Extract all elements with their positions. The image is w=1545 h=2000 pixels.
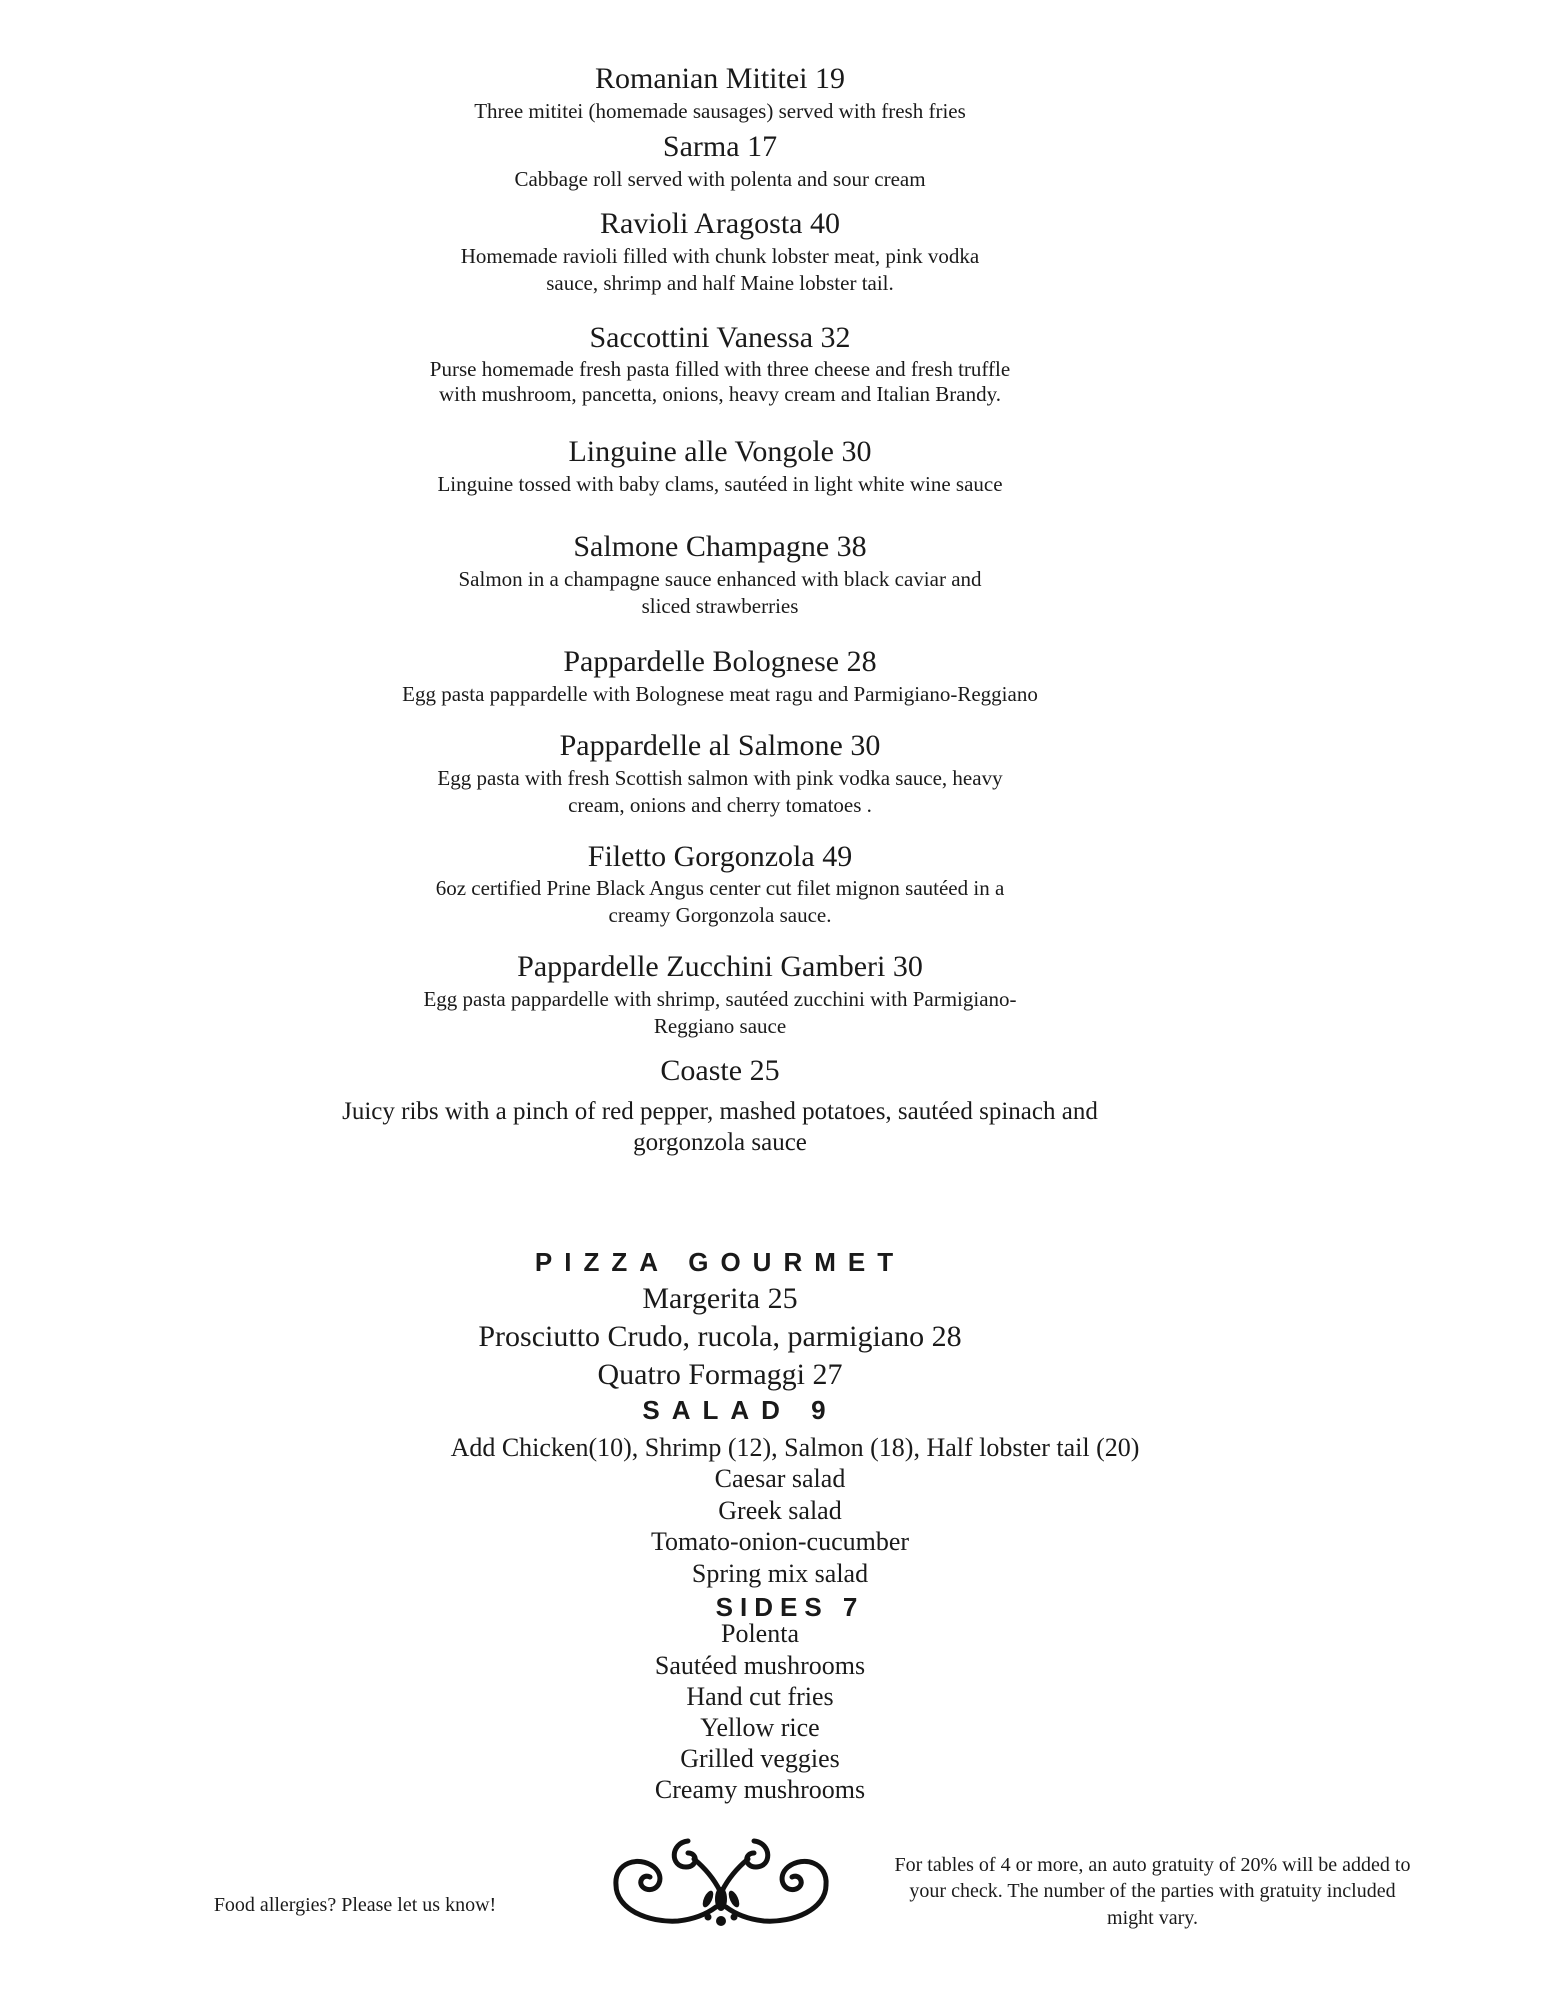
pizza-item: Margerita 25 (642, 1282, 798, 1315)
dish-title: Ravioli Aragosta 40 (600, 207, 840, 240)
dish-description: Salmon in a champagne sauce enhanced with black caviar and (458, 567, 982, 591)
dish-description: Linguine tossed with baby clams, sautéed in light white wine sauce (437, 472, 1003, 496)
dish-description: with mushroom, pancetta, onions, heavy cream and Italian Brandy. (439, 382, 1001, 406)
dish-description: cream, onions and cherry tomatoes . (568, 793, 872, 817)
dish-title: Filetto Gorgonzola 49 (587, 840, 853, 873)
salad-item: Spring mix salad (691, 1559, 869, 1588)
gratuity-note-line: your check. The number of the parties with gratuity included (909, 1880, 1396, 1902)
dish-title: Pappardelle al Salmone 30 (559, 729, 881, 762)
dish-description: Egg pasta pappardelle with Bolognese meat ragu and Parmigiano-Reggiano (402, 682, 1038, 706)
pizza-item: Quatro Formaggi 27 (597, 1358, 843, 1391)
dish-description: sliced strawberries (641, 594, 799, 618)
dish-description: Egg pasta pappardelle with shrimp, sautéed zucchini with Parmigiano- (423, 987, 1017, 1011)
dish-title: Salmone Champagne 38 (573, 530, 867, 563)
salad-item: Caesar salad (714, 1464, 846, 1493)
dish-description: 6oz certified Prine Black Angus center cut filet mignon sautéed in a (435, 876, 1005, 900)
dish-description: Reggiano sauce (653, 1014, 787, 1038)
section-heading-salad: SALAD 9 (642, 1395, 838, 1425)
side-item: Hand cut fries (686, 1682, 834, 1711)
dish-title: Pappardelle Zucchini Gamberi 30 (517, 950, 923, 983)
dish-description: Egg pasta with fresh Scottish salmon with pink vodka sauce, heavy (437, 766, 1003, 790)
flourish-ornament-icon (608, 1833, 834, 1941)
salad-addons: Add Chicken(10), Shrimp (12), Salmon (18), Half lobster tail (20) (450, 1433, 1140, 1462)
salad-item: Tomato-onion-cucumber (650, 1527, 910, 1556)
dish-title: Saccottini Vanessa 32 (589, 321, 851, 354)
side-item: Creamy mushrooms (654, 1775, 866, 1804)
section-heading-pizza: PIZZA GOURMET (534, 1247, 906, 1277)
dish-title: Coaste 25 (660, 1054, 780, 1087)
side-item: Grilled veggies (680, 1744, 840, 1773)
dish-description: Cabbage roll served with polenta and sour cream (514, 167, 926, 191)
dish-title: Pappardelle Bolognese 28 (563, 645, 877, 678)
dish-description: sauce, shrimp and half Maine lobster tail. (546, 271, 894, 295)
side-item: Polenta (721, 1619, 799, 1648)
dish-title: Linguine alle Vongole 30 (568, 435, 872, 468)
dish-title: Romanian Mititei 19 (595, 62, 845, 95)
salad-item: Greek salad (718, 1496, 842, 1525)
dish-description: Juicy ribs with a pinch of red pepper, mashed potatoes, sautéed spinach and (342, 1098, 1098, 1125)
gratuity-note-line: For tables of 4 or more, an auto gratuity of 20% will be added to (894, 1854, 1411, 1876)
dish-description: Purse homemade fresh pasta filled with three cheese and fresh truffle (429, 357, 1011, 381)
dish-description: Three mititei (homemade sausages) served with fresh fries (474, 99, 966, 123)
side-item: Sautéed mushrooms (654, 1651, 866, 1680)
section-heading-sides: SIDES 7 (715, 1592, 865, 1622)
dish-description: creamy Gorgonzola sauce. (608, 903, 832, 927)
gratuity-note-line: might vary. (1107, 1907, 1198, 1929)
allergy-note: Food allergies? Please let us know! (213, 1894, 497, 1916)
dish-description: Homemade ravioli filled with chunk lobster meat, pink vodka (460, 244, 980, 268)
side-item: Yellow rice (700, 1713, 820, 1742)
dish-title: Sarma 17 (662, 130, 778, 163)
dish-description: gorgonzola sauce (633, 1129, 807, 1156)
pizza-item: Prosciutto Crudo, rucola, parmigiano 28 (478, 1320, 962, 1353)
